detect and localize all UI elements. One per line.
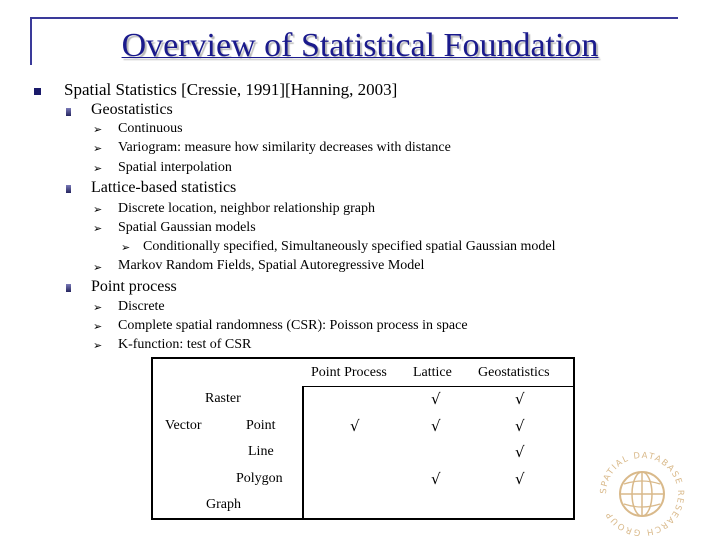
row-label-graph: Graph <box>206 497 241 512</box>
table-border-bottom <box>151 518 575 520</box>
check-point-geostatistics: √ <box>515 417 525 435</box>
lattice-item-1: Discrete location, neighbor relationship graph <box>118 201 375 216</box>
check-polygon-lattice: √ <box>431 470 441 488</box>
table-border-right <box>573 357 575 520</box>
row-label-polygon: Polygon <box>236 471 283 486</box>
arrow-bullet-icon: ➢ <box>121 241 131 254</box>
table-border-left <box>151 357 153 520</box>
bullet-icon <box>66 284 71 292</box>
geo-item-3: Spatial interpolation <box>118 160 232 175</box>
lattice-sub-item: Conditionally specified, Simultaneously specified spatial Gaussian model <box>143 239 556 254</box>
square-bullet-icon <box>34 88 41 95</box>
check-point-pointprocess: √ <box>350 417 360 435</box>
section-geostatistics: Geostatistics <box>91 101 173 118</box>
arrow-bullet-icon: ➢ <box>93 222 103 235</box>
arrow-bullet-icon: ➢ <box>93 320 103 333</box>
bullet-icon <box>66 108 71 116</box>
arrow-bullet-icon: ➢ <box>93 162 103 175</box>
spatial-database-research-group-logo <box>596 448 688 540</box>
check-polygon-geostatistics: √ <box>515 470 525 488</box>
row-label-line: Line <box>248 444 274 459</box>
row-label-point: Point <box>246 418 276 433</box>
arrow-bullet-icon: ➢ <box>93 123 103 136</box>
check-raster-geostatistics: √ <box>515 390 525 408</box>
lattice-item-2: Spatial Gaussian models <box>118 220 256 235</box>
section-lattice: Lattice-based statistics <box>91 179 237 196</box>
check-line-geostatistics: √ <box>515 443 525 461</box>
col-header-point-process: Point Process <box>311 365 387 380</box>
table-border-top <box>151 357 575 359</box>
arrow-bullet-icon: ➢ <box>93 301 103 314</box>
table-divider-horizontal <box>302 386 575 387</box>
check-raster-lattice: √ <box>431 390 441 408</box>
col-header-lattice: Lattice <box>413 365 452 380</box>
col-header-geostatistics: Geostatistics <box>478 365 550 380</box>
main-heading: Spatial Statistics [Cressie, 1991][Hanning, 2003] <box>64 80 398 99</box>
section-point-process: Point process <box>91 278 177 295</box>
slide-title: Overview of Statistical Foundation <box>121 27 599 64</box>
point-item-3: K-function: test of CSR <box>118 337 252 352</box>
row-label-vector: Vector <box>165 418 202 433</box>
geo-item-2: Variogram: measure how similarity decreases with distance <box>118 140 451 155</box>
logo-text: SPATIAL DATABASE RESEARCH GROUP <box>598 450 686 538</box>
point-item-2: Complete spatial randomness (CSR): Poisson process in space <box>118 318 468 333</box>
slide-frame-top <box>30 17 678 19</box>
arrow-bullet-icon: ➢ <box>93 339 103 352</box>
bullet-icon <box>66 185 71 193</box>
arrow-bullet-icon: ➢ <box>93 203 103 216</box>
arrow-bullet-icon: ➢ <box>93 261 103 274</box>
point-item-1: Discrete <box>118 299 165 314</box>
lattice-item-3: Markov Random Fields, Spatial Autoregressive Model <box>118 258 425 273</box>
table-divider-vertical <box>302 386 304 518</box>
geo-item-1: Continuous <box>118 121 183 136</box>
row-label-raster: Raster <box>205 391 241 406</box>
check-point-lattice: √ <box>431 417 441 435</box>
arrow-bullet-icon: ➢ <box>93 142 103 155</box>
